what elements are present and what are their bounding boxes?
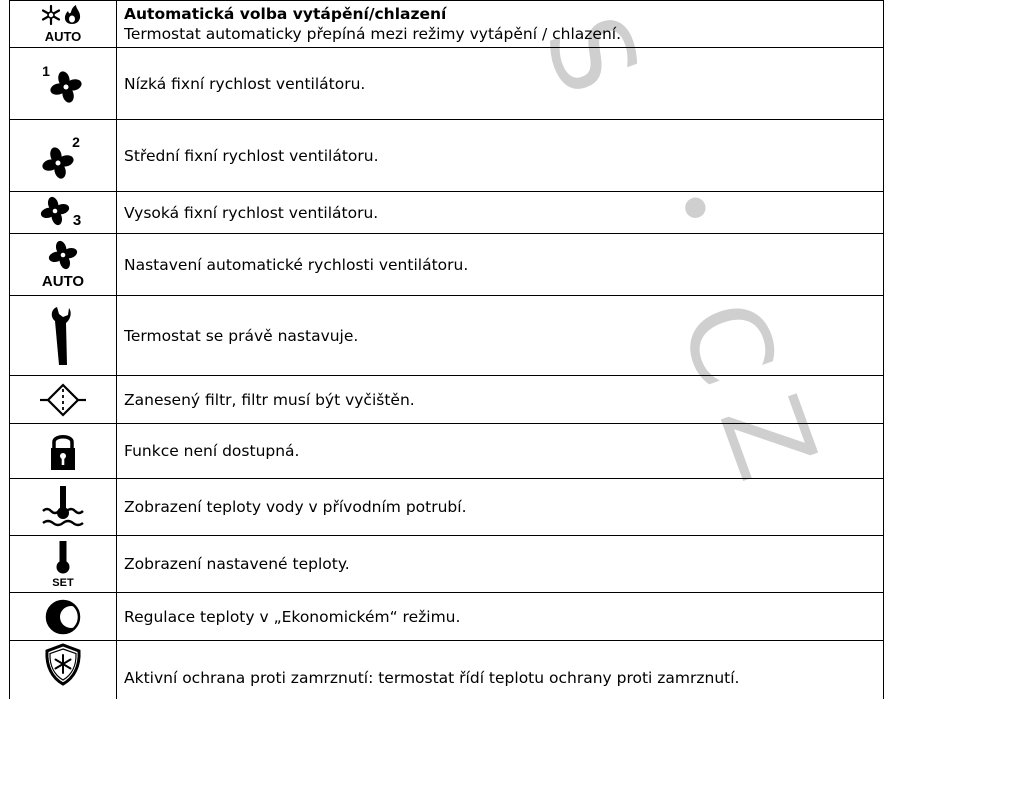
- table-row: [10, 641, 884, 699]
- thermometer-set-icon: [43, 539, 83, 589]
- icon-cell: [10, 48, 117, 120]
- watermark-char-s: S: [519, 0, 664, 110]
- icon-label-auto: AUTO: [44, 29, 82, 44]
- icon-cell: [10, 296, 117, 376]
- snowflake-flame-auto-icon: [35, 3, 91, 45]
- row-description: Zobrazení nastavené teploty.: [124, 555, 350, 573]
- row-description: Regulace teploty v „Ekonomickém“ režimu.: [124, 607, 461, 626]
- icon-cell: [10, 234, 117, 296]
- description-cell: [117, 479, 884, 536]
- row-description: Vysoká fixní rychlost ventilátoru.: [124, 203, 379, 222]
- icon-cell: [10, 536, 117, 593]
- row-description: Termostat se právě nastavuje.: [124, 326, 359, 345]
- fan-speed-3-icon: [35, 195, 91, 231]
- table-row: [10, 376, 884, 424]
- icon-cell: [10, 1, 117, 48]
- frost-shield-icon: [41, 642, 85, 688]
- description-cell: [117, 536, 884, 593]
- description-cell: [117, 48, 884, 120]
- description-cell: [117, 234, 884, 296]
- row-description: Funkce není dostupná.: [124, 442, 300, 460]
- table-row: [10, 593, 884, 641]
- row-description: Termostat automaticky přepíná mezi režimy vytápění / chlazení.: [124, 25, 622, 43]
- watermark-char-z: Z: [694, 380, 841, 495]
- description-cell: [117, 641, 884, 699]
- icon-cell: [10, 120, 117, 192]
- watermark-char-c: C: [654, 285, 802, 401]
- description-cell: [117, 593, 884, 641]
- icon-cell: [10, 641, 117, 699]
- table-row: [10, 1, 884, 48]
- row-description: Aktivní ochrana proti zamrznutí: termostat řídí teplotu ochrany proti zamrznutí.: [124, 668, 740, 687]
- icon-cell: [10, 479, 117, 536]
- watermark-char-dot: •: [647, 175, 740, 242]
- speed-number: 1: [42, 62, 50, 79]
- row-description: Zobrazení teploty vody v přívodním potrubí.: [124, 498, 467, 516]
- description-cell: [117, 192, 884, 234]
- table-row: [10, 424, 884, 479]
- moon-icon: [43, 597, 83, 637]
- row-title: Automatická volba vytápění/chlazení: [124, 5, 447, 23]
- table-row: [10, 296, 884, 376]
- row-description: Zanesený filtr, filtr musí být vyčištěn.: [124, 390, 415, 409]
- wrench-icon: [43, 303, 83, 369]
- description-cell: [117, 1, 884, 48]
- description-cell: [117, 376, 884, 424]
- table-row: [10, 479, 884, 536]
- filter-icon: [38, 382, 88, 418]
- description-cell: [117, 296, 884, 376]
- table-row: [10, 192, 884, 234]
- table-row: [10, 536, 884, 593]
- row-description: Nízká fixní rychlost ventilátoru.: [124, 74, 366, 93]
- icon-cell: [10, 192, 117, 234]
- symbol-legend-table: [9, 0, 884, 699]
- row-description: Nastavení automatické rychlosti ventilátoru.: [124, 255, 469, 274]
- icon-cell: [10, 593, 117, 641]
- fan-speed-1-icon: [38, 62, 88, 106]
- row-description: Střední fixní rychlost ventilátoru.: [124, 146, 379, 165]
- description-cell: [117, 120, 884, 192]
- icon-cell: [10, 424, 117, 479]
- description-cell: [117, 424, 884, 479]
- table-row: [10, 120, 884, 192]
- icon-cell: [10, 376, 117, 424]
- table-row: [10, 48, 884, 120]
- padlock-icon: [43, 429, 83, 473]
- fan-auto-icon: [35, 239, 91, 291]
- water-temperature-icon: [38, 484, 88, 530]
- speed-number: 2: [72, 133, 80, 150]
- icon-label-set: SET: [52, 577, 74, 589]
- table-row: [10, 234, 884, 296]
- speed-number: 3: [72, 211, 82, 229]
- fan-speed-2-icon: [38, 131, 88, 181]
- icon-label-auto: AUTO: [41, 272, 85, 290]
